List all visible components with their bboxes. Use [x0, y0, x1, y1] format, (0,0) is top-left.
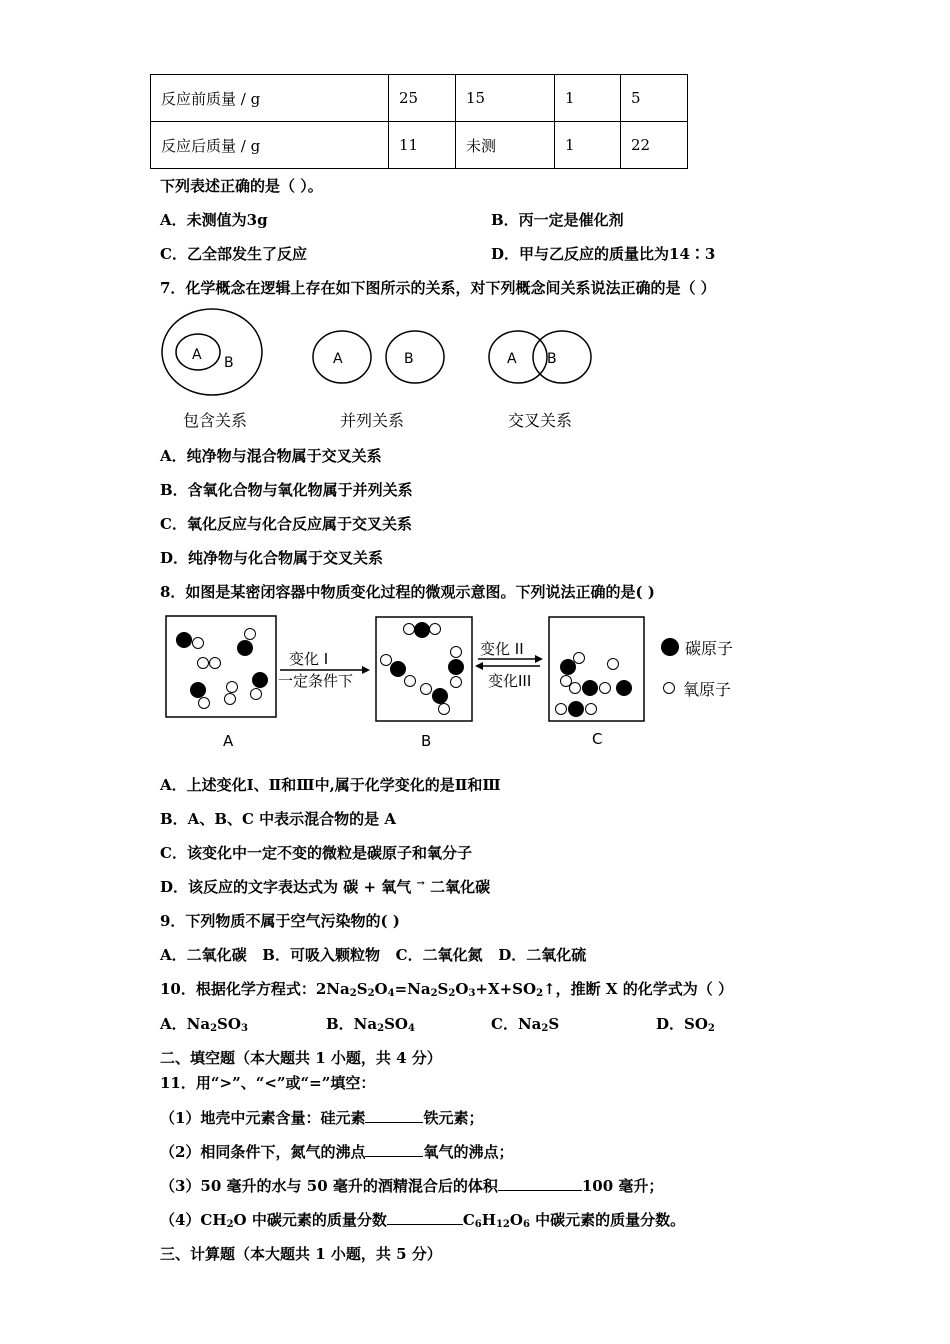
q10-option-a: A．$Na_2SO_3$	[160, 1015, 248, 1034]
cross-label: 交叉关系	[508, 411, 573, 430]
box-label-b: B	[421, 732, 432, 750]
oxygen-atom	[439, 704, 450, 715]
legend-carbon: 碳原子	[685, 639, 734, 658]
inclusion-label: 包含关系	[183, 411, 248, 430]
oxygen-atom	[251, 689, 262, 700]
q10-stem-suffix: ，推断 X 的化学式为（ ）	[555, 980, 733, 998]
oxygen-atom	[210, 658, 221, 669]
oxygen-atom	[193, 638, 204, 649]
oxygen-atom	[199, 698, 210, 709]
row-label: 反应后质量 / g	[151, 122, 389, 169]
oxygen-atom	[570, 683, 581, 694]
circle-label-b: B	[547, 351, 557, 367]
condition-label: 一定条件下	[278, 672, 354, 690]
oxygen-atom	[225, 694, 236, 705]
q11-item3: （3）50 毫升的水与 50 毫升的酒精混合后的体积 100 毫升；	[160, 1177, 664, 1195]
answer-blank[interactable]	[365, 1108, 423, 1123]
q10-stem	[160, 978, 733, 999]
change1-label: 变化 I	[289, 650, 329, 668]
q8-d-suffix: 二氧化碳	[430, 878, 491, 896]
oxygen-atom	[430, 624, 441, 635]
oxygen-atom	[556, 704, 567, 715]
carbon-atom	[432, 688, 448, 704]
oxygen-atom	[608, 659, 619, 670]
row-label: 反应前质量 / g	[151, 75, 389, 122]
q6-option-a: A．未测值为3g	[160, 211, 268, 229]
table-cell: 1	[555, 75, 621, 122]
answer-blank[interactable]	[365, 1142, 423, 1157]
oxygen-atom	[451, 647, 462, 658]
q11-item4: $(4)CH_2O$ 中碳元素的质量分数 $C_6H_{12}O_6$ 中碳元素的质量分数。	[160, 1211, 686, 1230]
circle-label-b: B	[224, 355, 234, 371]
answer-blank[interactable]	[387, 1210, 463, 1225]
cross-circle-a	[489, 331, 547, 383]
q6-option-d: D．甲与乙反应的质量比为14∶3	[491, 245, 716, 263]
q10-option-b: B．$Na_2SO_4$	[326, 1015, 415, 1034]
legend-oxygen: 氧原子	[683, 680, 732, 699]
oxygen-atom	[404, 624, 415, 635]
carbon-atom	[252, 672, 268, 688]
circle-label-a: A	[507, 351, 517, 367]
table-row	[151, 75, 688, 122]
q11-item1: （1）地壳中元素含量：硅元素 铁元素；	[160, 1109, 484, 1127]
outer-circle-b	[162, 309, 262, 395]
carbon-atom	[616, 680, 632, 696]
oxygen-legend-icon	[664, 683, 675, 694]
arrow-head	[475, 662, 483, 670]
table-cell: 1	[555, 122, 621, 169]
carbon-legend-icon	[661, 638, 679, 656]
q6-stem: 下列表述正确的是（ ）。	[160, 177, 323, 195]
chemical-equation: $2Na_2S_2O_4=Na_2S_2O_3+X+SO_2↑$	[315, 980, 556, 999]
table-cell: 15	[456, 75, 555, 122]
carbon-atom	[190, 682, 206, 698]
carbon-atom	[560, 659, 576, 675]
carbon-atom	[582, 680, 598, 696]
table-cell: 11	[389, 122, 456, 169]
change3-label: 变化III	[488, 672, 532, 690]
oxygen-atom	[245, 629, 256, 640]
oxygen-atom	[405, 676, 416, 687]
carbon-atom	[568, 701, 584, 717]
q8-stem: 8．如图是某密闭容器中物质变化过程的微观示意图。下列说法正确的是( )	[160, 583, 655, 601]
oxygen-atom	[451, 677, 462, 688]
q10-option-d: D．$SO_2$	[656, 1015, 715, 1034]
table-cell: 22	[621, 122, 688, 169]
q7-stem: 7．化学概念在逻辑上存在如下图所示的关系，对下列概念间关系说法正确的是（ ）	[160, 279, 716, 297]
table-cell: 5	[621, 75, 688, 122]
set-relation-diagram	[150, 302, 610, 437]
q10-option-c: C．$Na_2S$	[491, 1015, 560, 1034]
change2-label: 变化 II	[480, 640, 524, 658]
oxygen-atom	[574, 653, 585, 664]
box-label-a: A	[223, 732, 234, 750]
circle-label-b: B	[404, 351, 414, 367]
parallel-label: 并列关系	[340, 411, 405, 430]
q7-option-b: B．含氧化合物与氧化物属于并列关系	[160, 481, 413, 499]
table-cell: 25	[389, 75, 456, 122]
table-row	[151, 122, 688, 169]
q8-option-a: A．上述变化Ⅰ、Ⅱ和Ⅲ中,属于化学变化的是Ⅱ和Ⅲ	[160, 776, 501, 794]
carbon-atom	[237, 640, 253, 656]
q6-option-c: C．乙全部发生了反应	[160, 245, 307, 263]
q9-options: A．二氧化碳 B．可吸入颗粒物 C．二氧化氮 D．二氧化硫	[160, 946, 587, 964]
oxygen-atom	[586, 704, 597, 715]
q7-option-a: A．纯净物与混合物属于交叉关系	[160, 447, 382, 465]
q7-option-c: C．氧化反应与化合反应属于交叉关系	[160, 515, 412, 533]
answer-blank[interactable]	[498, 1176, 582, 1191]
oxygen-atom	[600, 683, 611, 694]
carbon-atom	[414, 622, 430, 638]
box-a	[166, 616, 276, 717]
section3-heading: 三、计算题（本大题共 1 小题，共 5 分）	[160, 1245, 442, 1263]
reaction-arrow: →	[416, 878, 425, 889]
micro-process-diagram	[160, 608, 760, 753]
q10-stem-prefix: 10．根据化学方程式：	[160, 980, 316, 998]
arrow-head	[535, 655, 543, 663]
carbon-atom	[390, 661, 406, 677]
q11-stem: 11．用“>”、“<”或“=”填空：	[160, 1074, 376, 1092]
oxygen-atom	[381, 655, 392, 666]
carbon-atom	[448, 659, 464, 675]
q8-d-prefix: D．该反应的文字表达式为 碳 + 氧气	[160, 878, 412, 896]
circle-label-a: A	[333, 351, 343, 367]
mass-table	[150, 74, 688, 169]
oxygen-atom	[421, 684, 432, 695]
parallel-circle-b	[386, 331, 444, 383]
oxygen-atom	[198, 658, 209, 669]
q6-option-b: B．丙一定是催化剂	[491, 211, 624, 229]
q8-option-d	[160, 876, 490, 897]
section2-heading: 二、填空题（本大题共 1 小题，共 4 分）	[160, 1049, 442, 1067]
box-label-c: C	[592, 730, 603, 748]
q8-option-b: B．A、B、C 中表示混合物的是 A	[160, 810, 397, 828]
table-cell: 未测	[456, 122, 555, 169]
oxygen-atom	[561, 676, 572, 687]
q11-item2: （2）相同条件下，氮气的沸点 氧气的沸点；	[160, 1143, 514, 1161]
q8-option-c: C．该变化中一定不变的微粒是碳原子和氧分子	[160, 844, 472, 862]
q7-option-d: D．纯净物与化合物属于交叉关系	[160, 549, 384, 567]
q9-stem: 9．下列物质不属于空气污染物的( )	[160, 912, 400, 930]
circle-label-a: A	[192, 347, 202, 363]
arrow-head	[362, 666, 370, 674]
oxygen-atom	[227, 682, 238, 693]
cross-circle-b	[533, 331, 591, 383]
carbon-atom	[176, 632, 192, 648]
